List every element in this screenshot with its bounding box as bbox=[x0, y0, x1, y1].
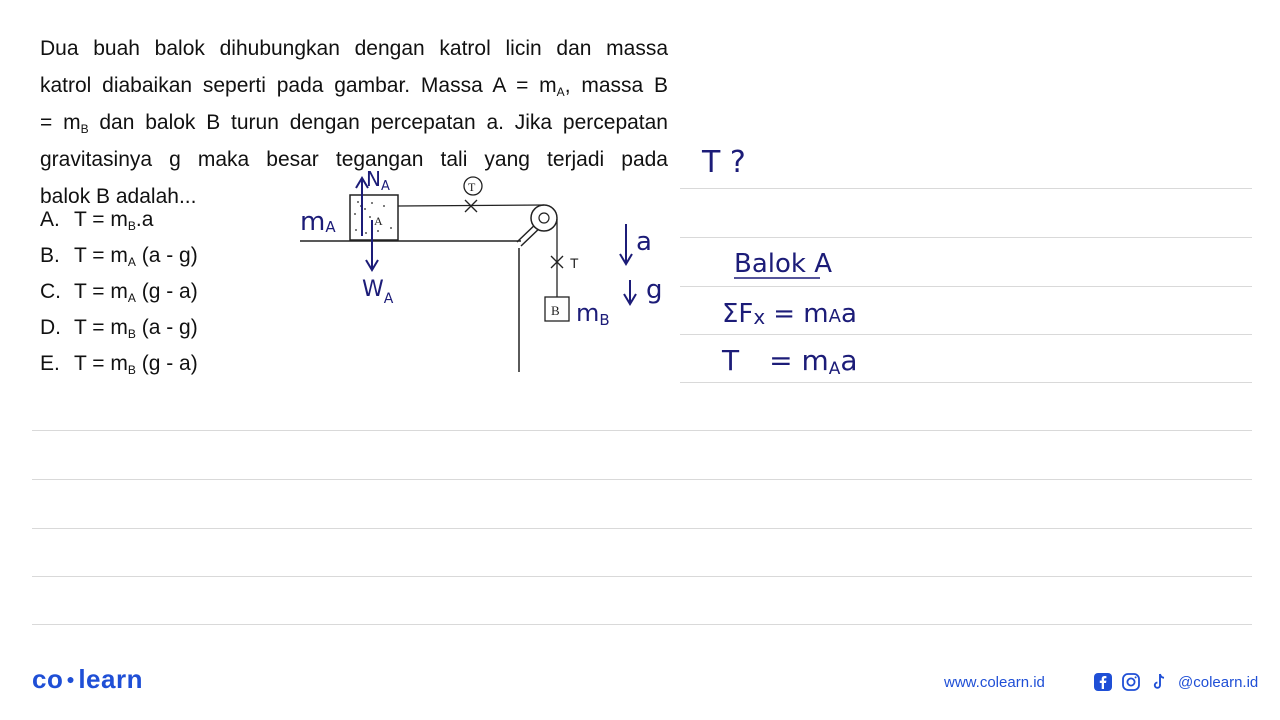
tension-label: T bbox=[570, 255, 579, 271]
social-links bbox=[1092, 670, 1258, 694]
option-b[interactable]: B. $T = m_A$ (a - g) bbox=[40, 244, 198, 269]
ma-label: mA bbox=[300, 207, 336, 237]
facebook-icon[interactable] bbox=[1092, 671, 1114, 693]
block-a-label: A bbox=[374, 214, 383, 228]
accel-a-label: a bbox=[636, 227, 652, 257]
question-line-1: Dua buah balok dihubungkan dengan katrol licin dan massa bbox=[40, 37, 668, 60]
equation-sum-forces: ΣFx = mAa bbox=[722, 299, 857, 329]
social-handle[interactable]: @colearn.id bbox=[1178, 673, 1259, 691]
option-d[interactable]: D. $T = m_B$ (a - g) bbox=[40, 316, 198, 341]
tension-circle-label: T bbox=[468, 180, 476, 194]
ruled-line bbox=[32, 624, 1252, 625]
question-line-3: = $m_B$ dan balok B turun dengan percepatan a. Jika percepatan bbox=[40, 111, 668, 136]
t-question: T ? bbox=[702, 145, 746, 180]
colearn-logo: co ● learn bbox=[32, 664, 143, 694]
website-link[interactable]: www.colearn.id bbox=[944, 674, 1045, 691]
accel-g-label: g bbox=[646, 275, 663, 305]
question-line-4: gravitasinya g maka besar tegangan tali yang terjadi pada bbox=[40, 148, 668, 171]
option-e[interactable]: E. $T = m_B$ (g - a) bbox=[40, 352, 198, 377]
ruled-line bbox=[32, 430, 1252, 431]
option-c[interactable]: C. $T = m_A$ (g - a) bbox=[40, 280, 198, 305]
question-line-2: katrol diabaikan seperti pada gambar. Massa $A = m_A$, massa B bbox=[40, 74, 668, 99]
wa-label: $W_A$ bbox=[362, 277, 394, 307]
balok-a-heading: Balok A bbox=[734, 249, 833, 279]
na-label: $N_A$ bbox=[366, 167, 390, 194]
equation-tension: T = mAa bbox=[722, 344, 858, 379]
option-a[interactable]: A. $T = m_B.a$ bbox=[40, 208, 154, 233]
pulley-axle bbox=[539, 213, 549, 223]
instagram-icon[interactable] bbox=[1120, 671, 1142, 693]
block-b-label: B bbox=[551, 303, 560, 318]
mb-label: mB bbox=[576, 299, 610, 329]
ruled-line bbox=[32, 479, 1252, 480]
ruled-line bbox=[32, 576, 1252, 577]
tiktok-icon[interactable] bbox=[1148, 671, 1170, 693]
question-line-5: balok B adalah... bbox=[40, 185, 197, 208]
ruled-line bbox=[32, 528, 1252, 529]
